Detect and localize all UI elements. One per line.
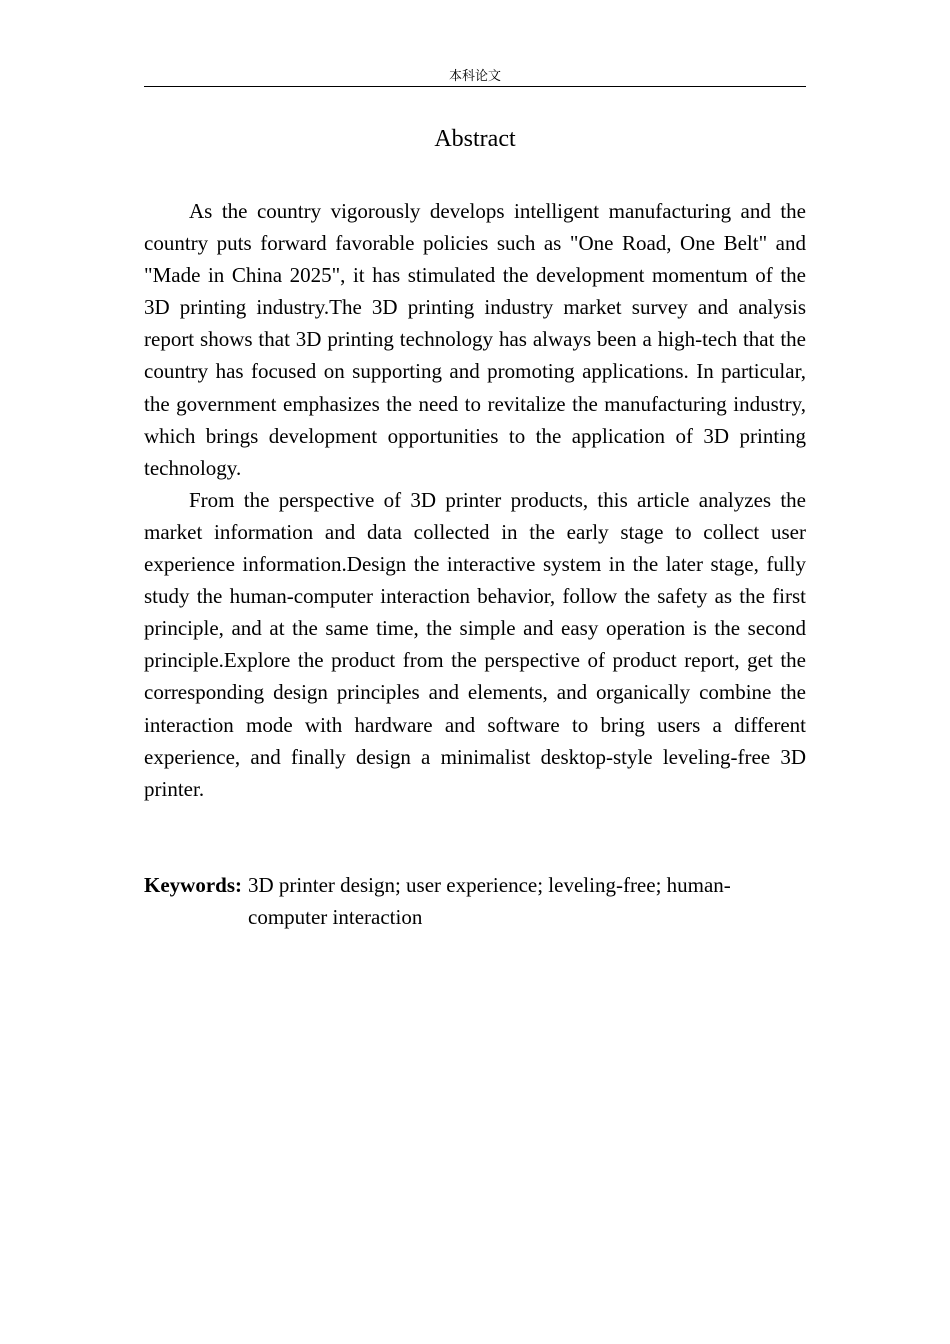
keywords-section	[144, 869, 806, 933]
keywords-text: 3D printer design; user experience; leveling-free; human-computer interaction	[248, 873, 731, 929]
keywords-label: Keywords:	[144, 873, 242, 897]
abstract-title: Abstract	[434, 126, 516, 152]
abstract-body	[144, 195, 806, 805]
abstract-paragraph: From the perspective of 3D printer products, this article analyzes the market information and data collected in the early stage to collect user experience information.Design the interactive system in the later stage, fully study the human-computer interaction behavior, follow the safety as the first principle, and at the same time, the simple and easy operation is the second principle.Explore the product from the perspective of product report, get the corresponding design principles and elements, and organically combine the interaction mode with hardware and software to bring users a different experience, and finally design a minimalist desktop-style leveling-free 3D printer.	[144, 487, 806, 801]
abstract-paragraph: As the country vigorously develops intelligent manufacturing and the country puts forward favorable policies such as "One Road, One Belt" and "Made in China 2025", it has stimulated the development momentum of the 3D printing industry.The 3D printing industry market survey and analysis report shows that 3D printing technology has always been a high-tech that the country has focused on supporting and promoting applications. In particular, the government emphasizes the need to revitalize the manufacturing industry, which brings development opportunities to the application of 3D printing technology.	[144, 199, 806, 480]
running-header: 本科论文	[144, 68, 806, 87]
